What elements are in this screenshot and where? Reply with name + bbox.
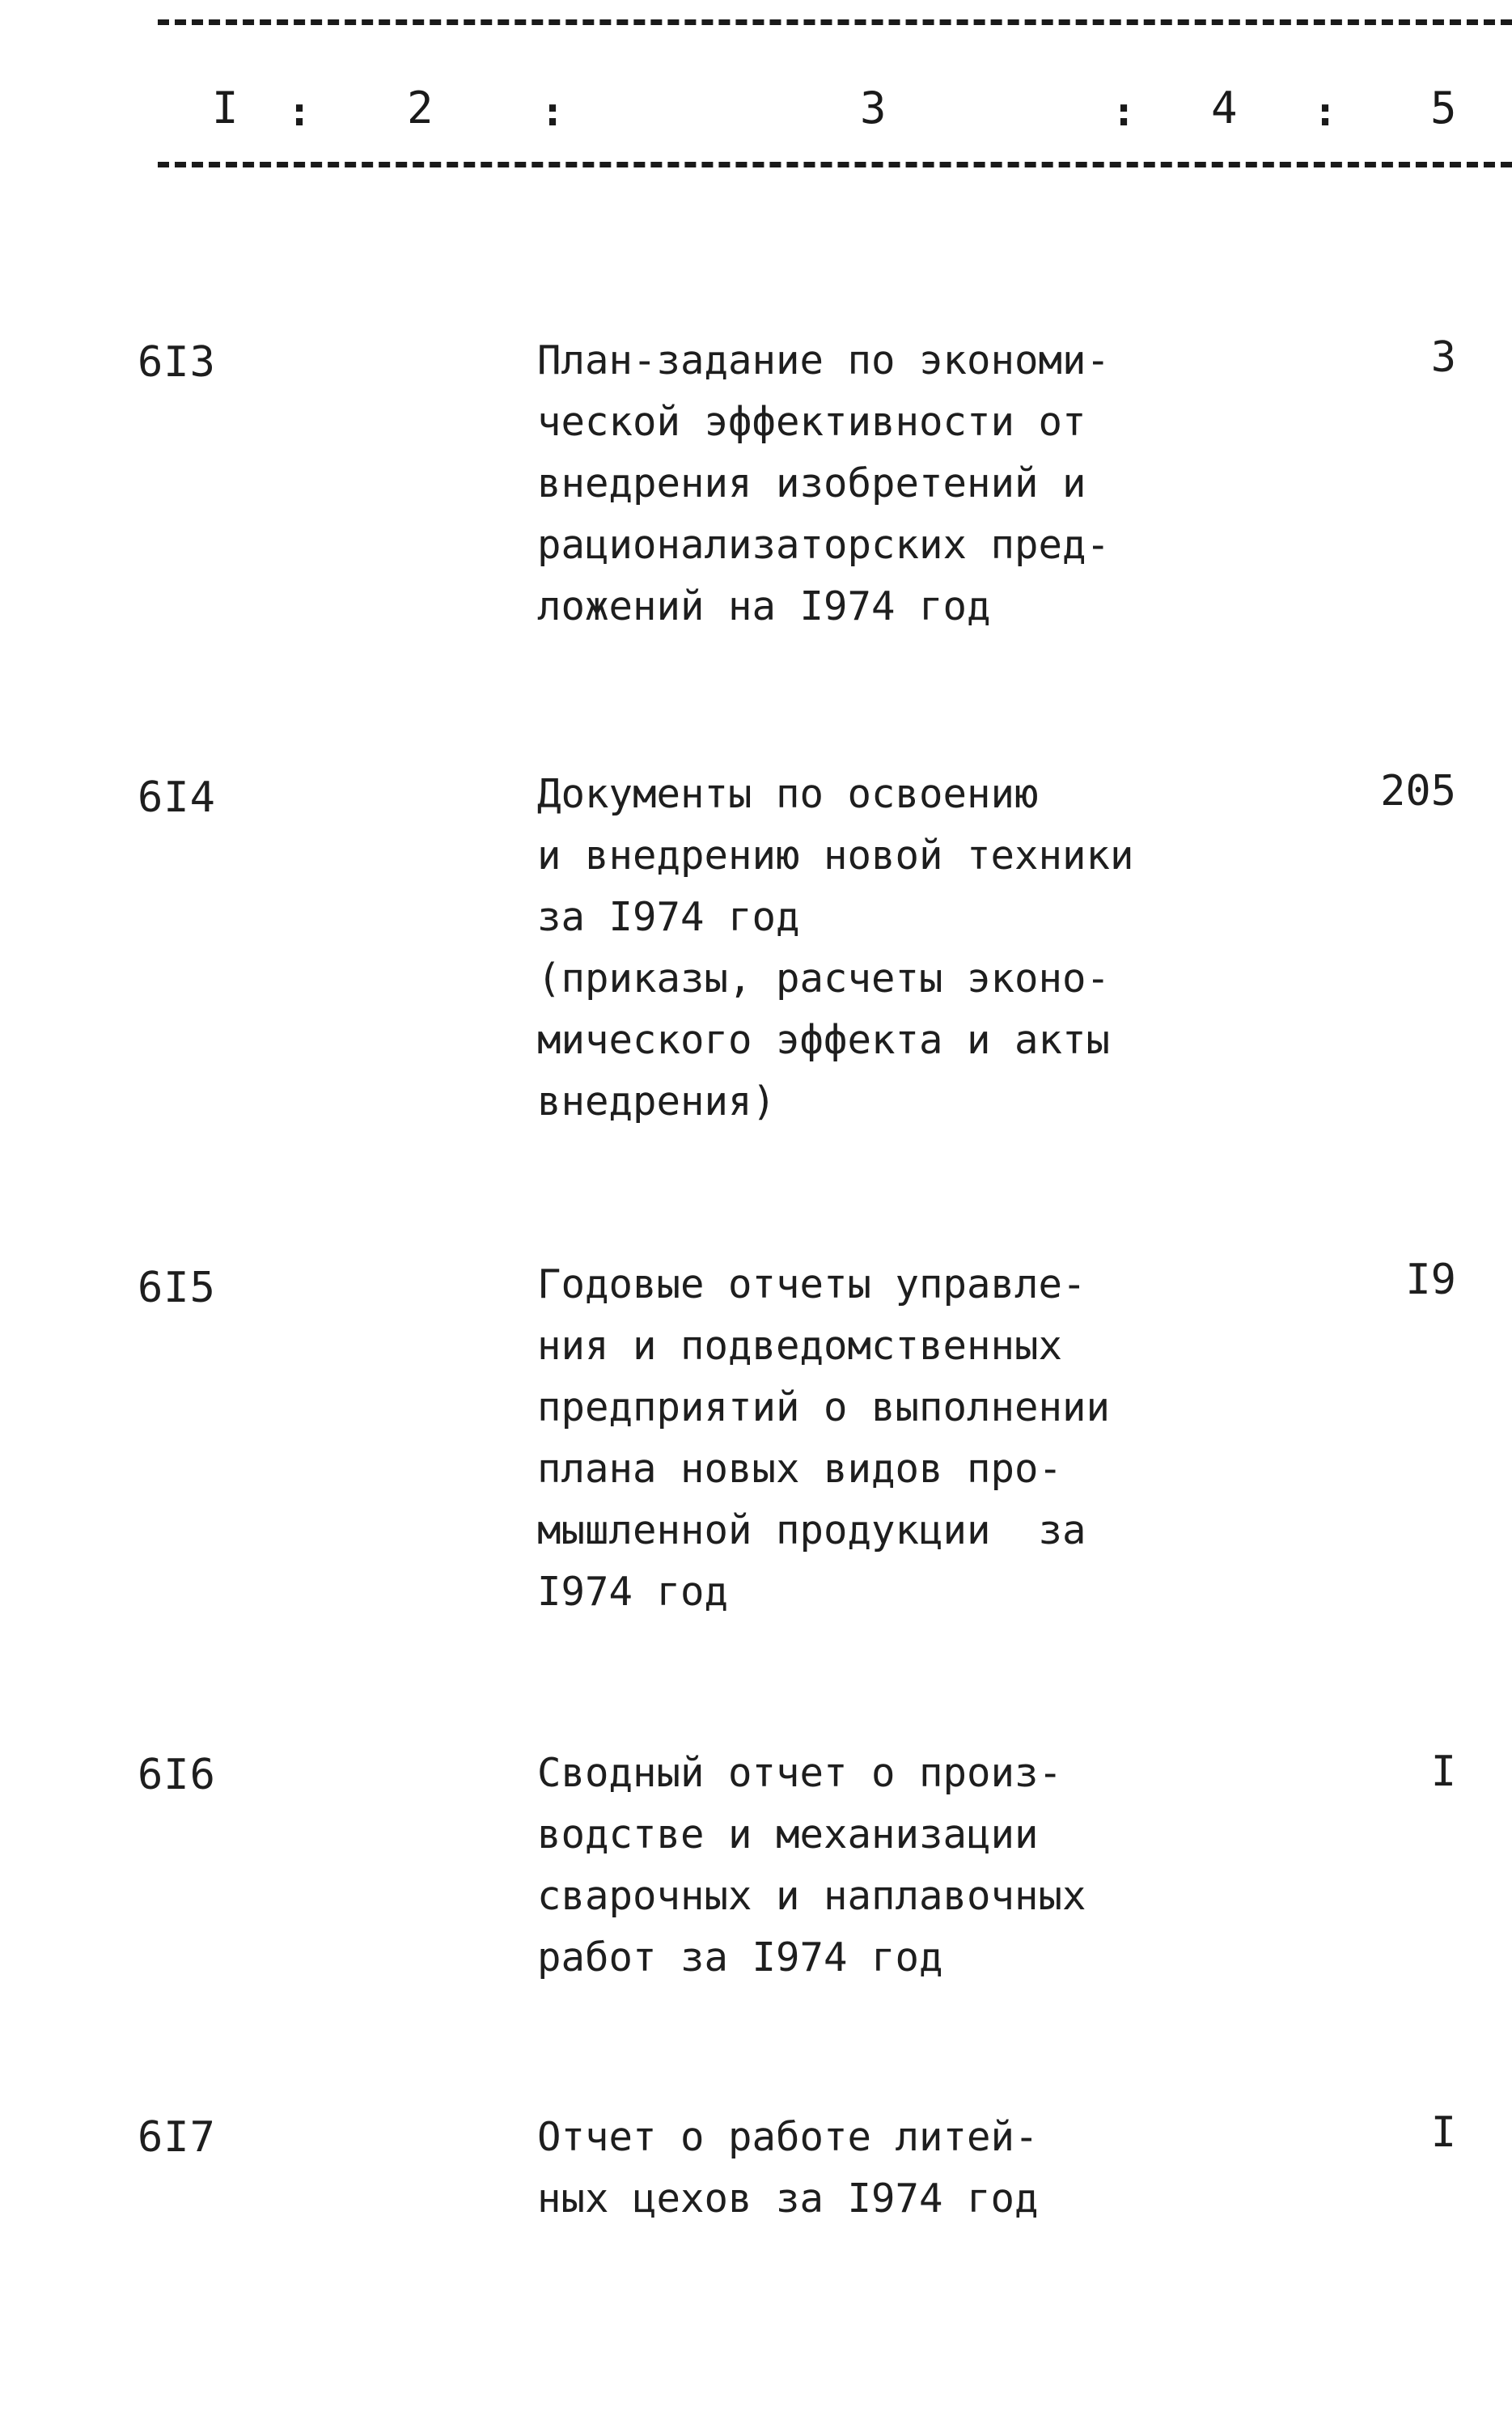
entry-number: 6I7	[138, 2113, 216, 2162]
entry-title-line: рационализаторских пред-	[537, 522, 1111, 568]
entry-title-line: I974 год	[537, 1569, 729, 1615]
entry-title	[537, 764, 1233, 1133]
entry-sheet-count: I	[1430, 2108, 1456, 2157]
entry-title-line: внедрения изобретений и	[537, 460, 1086, 506]
entry-number: 6I6	[138, 1751, 216, 1799]
entry-sheet-count: I9	[1405, 1256, 1456, 1304]
entry-title-line: за I974 год	[537, 894, 800, 940]
entry-title-line: работ за I974 год	[537, 1934, 943, 1981]
column-separator: :	[1313, 88, 1338, 135]
entry-title-line: плана новых видов про-	[537, 1446, 1063, 1492]
entry-title-line: сварочных и наплавочных	[537, 1873, 1086, 1919]
entry-title-line: мического эффекта и акты	[537, 1017, 1111, 1063]
entry-title-line: предприятий о выполнении	[537, 1384, 1111, 1430]
entry-title	[537, 1743, 1233, 1989]
entry-number: 6I5	[138, 1264, 216, 1312]
column-separator: :	[1112, 88, 1137, 135]
column-header-1: I	[212, 83, 239, 133]
entry-title-line: Годовые отчеты управле-	[537, 1261, 1086, 1307]
entry-title-line: Сводный отчет о произ-	[537, 1750, 1063, 1796]
entry-title	[537, 1254, 1233, 1623]
column-header-4: 4	[1211, 83, 1238, 133]
entry-title-line: внедрения)	[537, 1078, 777, 1125]
column-header-5: 5	[1430, 83, 1457, 133]
entry-title-line: План-задание по экономи-	[537, 337, 1111, 383]
column-header-3: 3	[860, 83, 887, 133]
entry-title-line: (приказы, расчеты эконо-	[537, 955, 1111, 1002]
entry-title-line: ложений на I974 год	[537, 583, 991, 629]
entry-title	[537, 330, 1233, 638]
header-bottom-rule	[158, 162, 1512, 167]
entry-title-line: ных цехов за I974 год	[537, 2175, 1039, 2222]
entry-sheet-count: I	[1430, 1748, 1456, 1796]
entry-title-line: водстве и механизации	[537, 1811, 1039, 1858]
entry-title-line: Документы по освоению	[537, 771, 1039, 817]
entry-title-line: мышленной продукции за	[537, 1507, 1086, 1553]
column-separator: :	[287, 88, 312, 135]
entry-sheet-count: 3	[1430, 333, 1456, 382]
entry-title-line: ческой эффективности от	[537, 399, 1086, 445]
entry-title-line: Отчет о работе литей-	[537, 2114, 1039, 2160]
entry-number: 6I3	[138, 338, 216, 387]
entry-title	[537, 2107, 1233, 2230]
entry-number: 6I4	[138, 773, 216, 822]
header-top-rule	[158, 19, 1512, 25]
column-header-2: 2	[407, 83, 434, 133]
column-separator: :	[540, 88, 565, 135]
entry-sheet-count: 205	[1380, 767, 1456, 816]
entry-title-line: и внедрению новой техники	[537, 832, 1134, 879]
entry-title-line: ния и подведомственных	[537, 1323, 1063, 1369]
